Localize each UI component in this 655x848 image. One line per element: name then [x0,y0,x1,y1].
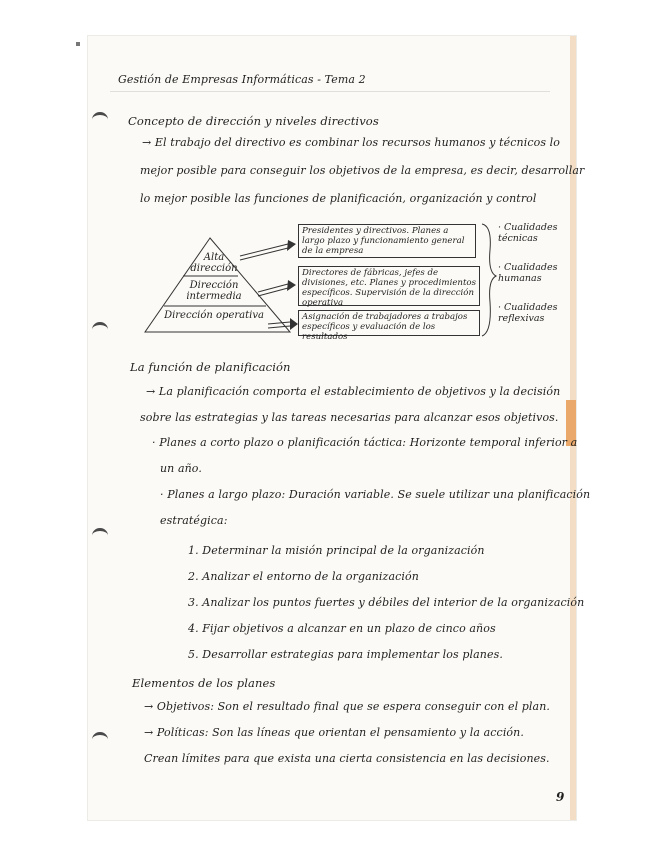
pyramid-level-label: Dirección operativa [164,310,264,321]
text-line: · Planes a corto plazo o planificación táctica: Horizonte temporal inferior a [152,436,578,449]
management-pyramid-diagram [140,220,560,340]
scan-mark [76,42,80,46]
list-item: 5. Desarrollar estrategias para implementar los planes. [188,648,503,661]
binder-hole [92,322,108,337]
binder-hole [92,112,108,127]
quality-label: · Cualidades humanas [498,262,558,284]
text-line: → Objetivos: Son el resultado final que se espera conseguir con el plan. [144,700,550,713]
binder-hole [92,528,108,543]
pyramid-level-label: Alta dirección [190,252,238,274]
text-line: lo mejor posible las funciones de planificación, organización y control [140,192,537,205]
level-description-box: Asignación de trabajadores a trabajos específicos y evaluación de los resultados [298,310,480,336]
section-heading: Concepto de dirección y niveles directivos [128,114,379,128]
text-line: → La planificación comporta el establecimiento de objetivos y la decisión [146,385,561,398]
text-line: → El trabajo del directivo es combinar los recursos humanos y técnicos lo [142,136,561,149]
page-number: 9 [556,790,565,804]
list-item: 1. Determinar la misión principal de la organización [188,544,485,557]
level-description-box: Presidentes y directivos. Planes a largo plazo y funcionamiento general de la empresa [298,224,476,258]
text-line: mejor posible para conseguir los objetivos de la empresa, es decir, desarrollar [140,164,585,177]
binder-hole [92,732,108,747]
section-heading: La función de planificación [130,360,291,374]
quality-label: · Cualidades reflexivas [498,302,558,324]
text-line: sobre las estrategias y las tareas necesarias para alcanzar esos objetivos. [140,411,559,424]
list-item: 3. Analizar los puntos fuertes y débiles del interior de la organización [188,596,585,609]
list-item: 2. Analizar el entorno de la organización [188,570,419,583]
text-line: estratégica: [160,514,228,527]
level-description-box: Directores de fábricas, jefes de divisiones, etc. Planes y procedimientos específicos. Supervisión de la dirección operativa [298,266,480,306]
list-item: 4. Fijar objetivos a alcanzar en un plazo de cinco años [188,622,496,635]
text-line: · Planes a largo plazo: Duración variable. Se suele utilizar una planificación [160,488,591,501]
quality-label: · Cualidades técnicas [498,222,558,244]
text-line: → Políticas: Son las líneas que orientan el pensamiento y la acción. [144,726,524,739]
text-line: Crean límites para que exista una cierta consistencia en las decisiones. [144,752,550,765]
page-header-title: Gestión de Empresas Informáticas - Tema 2 [118,73,366,86]
section-heading: Elementos de los planes [132,676,276,690]
header-rule [110,91,550,92]
pyramid-level-label: Dirección intermedia [186,280,242,302]
text-line: un año. [160,462,202,475]
